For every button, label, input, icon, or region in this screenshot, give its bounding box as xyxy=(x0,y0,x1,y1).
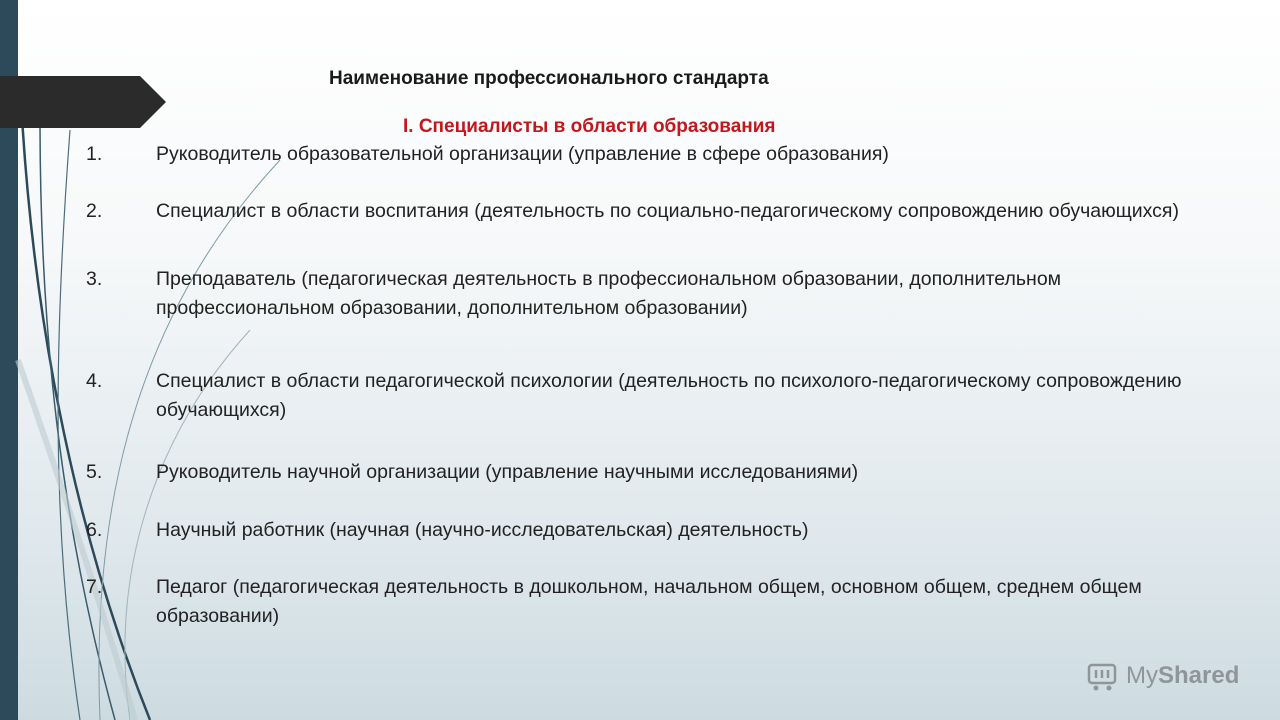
item-number: 6. xyxy=(86,519,103,541)
item-text: Специалист в области педагогической психологии (деятельность по психолого-педагогическому сопровождению обучающихся) xyxy=(156,370,1182,421)
item-text: Педагог (педагогическая деятельность в дошкольном, начальном общем, основном общем, среднем общем образовании) xyxy=(156,576,1142,627)
item-number: 5. xyxy=(86,461,103,483)
watermark-text-my: My xyxy=(1126,662,1158,689)
item-text: Научный работник (научная (научно-исследовательская) деятельность) xyxy=(156,519,809,541)
item-number: 4. xyxy=(86,370,103,392)
myshared-watermark xyxy=(1086,656,1239,696)
item-text: Руководитель образовательной организации (управление в сфере образования) xyxy=(156,143,889,165)
slide-heading: Наименование профессионального стандарта xyxy=(329,68,769,89)
title-arrow-shape xyxy=(0,76,166,128)
item-text: Руководитель научной организации (управление научными исследованиями) xyxy=(156,461,859,483)
watermark-text-shared: Shared xyxy=(1158,662,1240,689)
item-number: 7. xyxy=(86,576,103,598)
section-title: I. Специалисты в области образования xyxy=(403,116,776,137)
item-text: Преподаватель (педагогическая деятельность в профессиональном образовании, дополнительном профессиональном образовании, дополнительном образовании) xyxy=(156,268,1062,319)
item-number: 3. xyxy=(86,268,103,290)
item-number: 1. xyxy=(86,143,103,165)
item-text: Специалист в области воспитания (деятельность по социально-педагогическому сопровождению обучающихся) xyxy=(156,200,1179,222)
item-number: 2. xyxy=(86,200,103,222)
cart-logo-icon xyxy=(1086,659,1120,693)
